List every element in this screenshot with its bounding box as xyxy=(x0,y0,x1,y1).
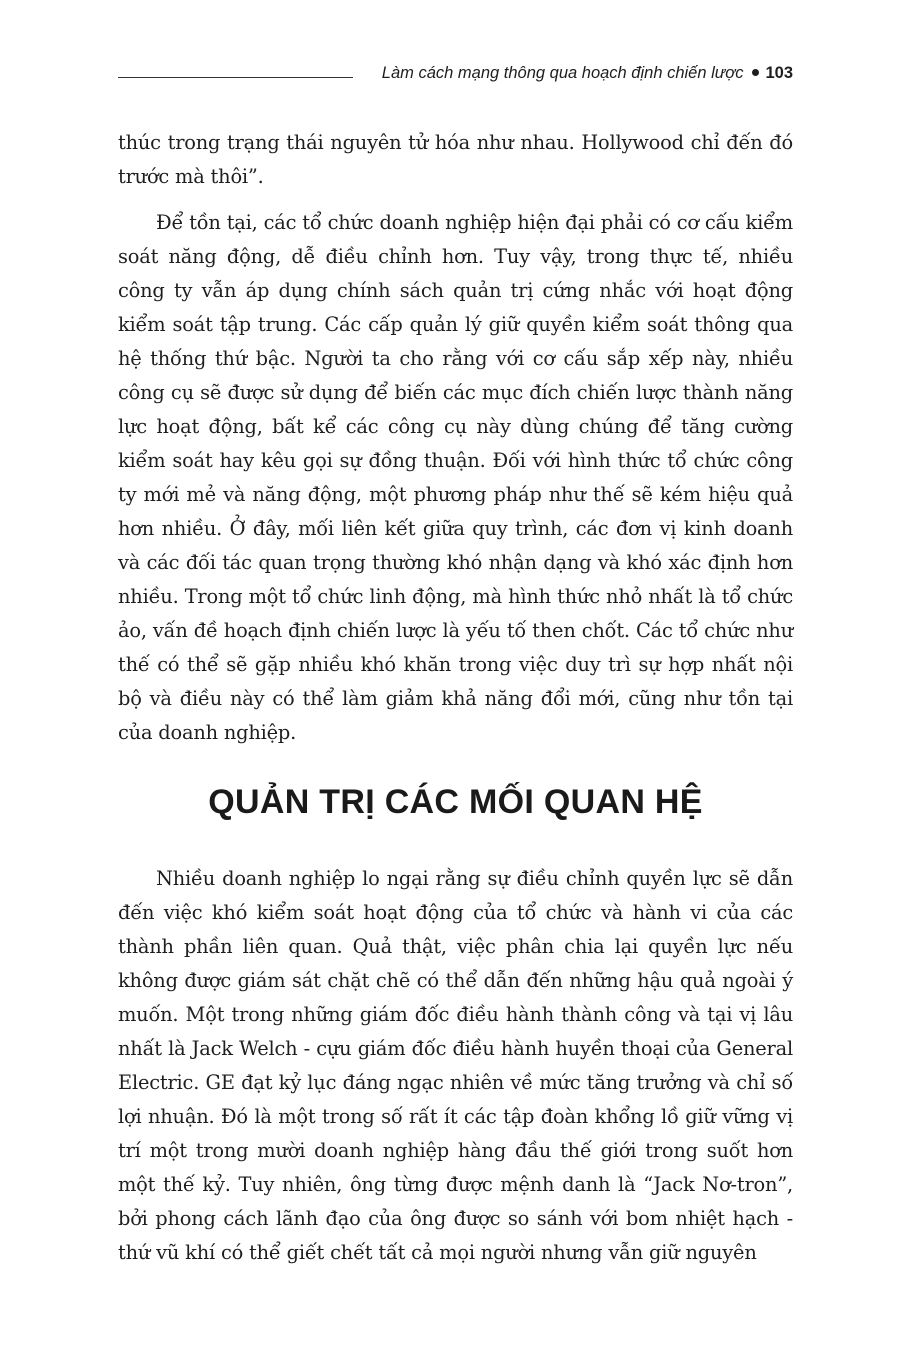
page-body xyxy=(118,126,793,1270)
running-title: Làm cách mạng thông qua hoạch định chiến lược xyxy=(381,64,744,82)
body-paragraph: Để tồn tại, các tổ chức doanh nghiệp hiện đại phải có cơ cấu kiểm soát năng động, dễ điều chỉnh hơn. Tuy vậy, trong thực tế, nhiều công ty vẫn áp dụng chính sách quản trị cứng nhắc với hoạt động kiểm soát tập trung. Các cấp quản lý giữ quyền kiểm soát thông qua hệ thống thứ bậc. Người ta cho rằng với cơ cấu sắp xếp này, nhiều công cụ sẽ được sử dụng để biến các mục đích chiến lược thành năng lực hoạt động, bất kể các công cụ này dùng chúng để tăng cường kiểm soát hay kêu gọi sự đồng thuận. Đối với hình thức tổ chức công ty mới mẻ và năng động, một phương pháp như thế sẽ kém hiệu quả hơn nhiều. Ở đây, mối liên kết giữa quy trình, các đơn vị kinh doanh và các đối tác quan trọng thường khó nhận dạng và khó xác định hơn nhiều. Trong một tổ chức linh động, mà hình thức nhỏ nhất là tổ chức ảo, vấn đề hoạch định chiến lược là yếu tố then chốt. Các tổ chức như thế có thể sẽ gặp nhiều khó khăn trong việc duy trì sự hợp nhất nội bộ và điều này có thể làm giảm khả năng đổi mới, cũng như tồn tại của doanh nghiệp. xyxy=(118,211,793,744)
bullet-separator xyxy=(752,69,759,76)
page-number: 103 xyxy=(765,64,793,82)
header-rule xyxy=(118,77,353,78)
header-text xyxy=(382,62,793,84)
body-paragraph: Nhiều doanh nghiệp lo ngại rằng sự điều chỉnh quyền lực sẽ dẫn đến việc khó kiểm soát hoạt động của tổ chức và hành vi của các thành phần liên quan. Quả thật, việc phân chia lại quyền lực nếu không được giám sát chặt chẽ có thể dẫn đến những hậu quả ngoài ý muốn. Một trong những giám đốc điều hành thành công và tại vị lâu nhất là Jack Welch - cựu giám đốc điều hành huyền thoại của General Electric. GE đạt kỷ lục đáng ngạc nhiên về mức tăng trưởng và chỉ số lợi nhuận. Đó là một trong số rất ít các tập đoàn khổng lồ giữ vững vị trí một trong mười doanh nghiệp hàng đầu thế giới trong suốt hơn một thế kỷ. Tuy nhiên, ông từng được mệnh danh là “Jack Nơ-tron”, bởi phong cách lãnh đạo của ông được so sánh với bom nhiệt hạch - thứ vũ khí có thể giết chết tất cả mọi người nhưng vẫn giữ nguyên xyxy=(118,867,793,1264)
body-paragraph-continued: thúc trong trạng thái nguyên tử hóa như nhau. Hollywood chỉ đến đó trước mà thôi”. xyxy=(118,131,793,188)
section-heading: QUẢN TRỊ CÁC MỐI QUAN HỆ xyxy=(208,783,703,821)
running-header xyxy=(118,58,793,88)
